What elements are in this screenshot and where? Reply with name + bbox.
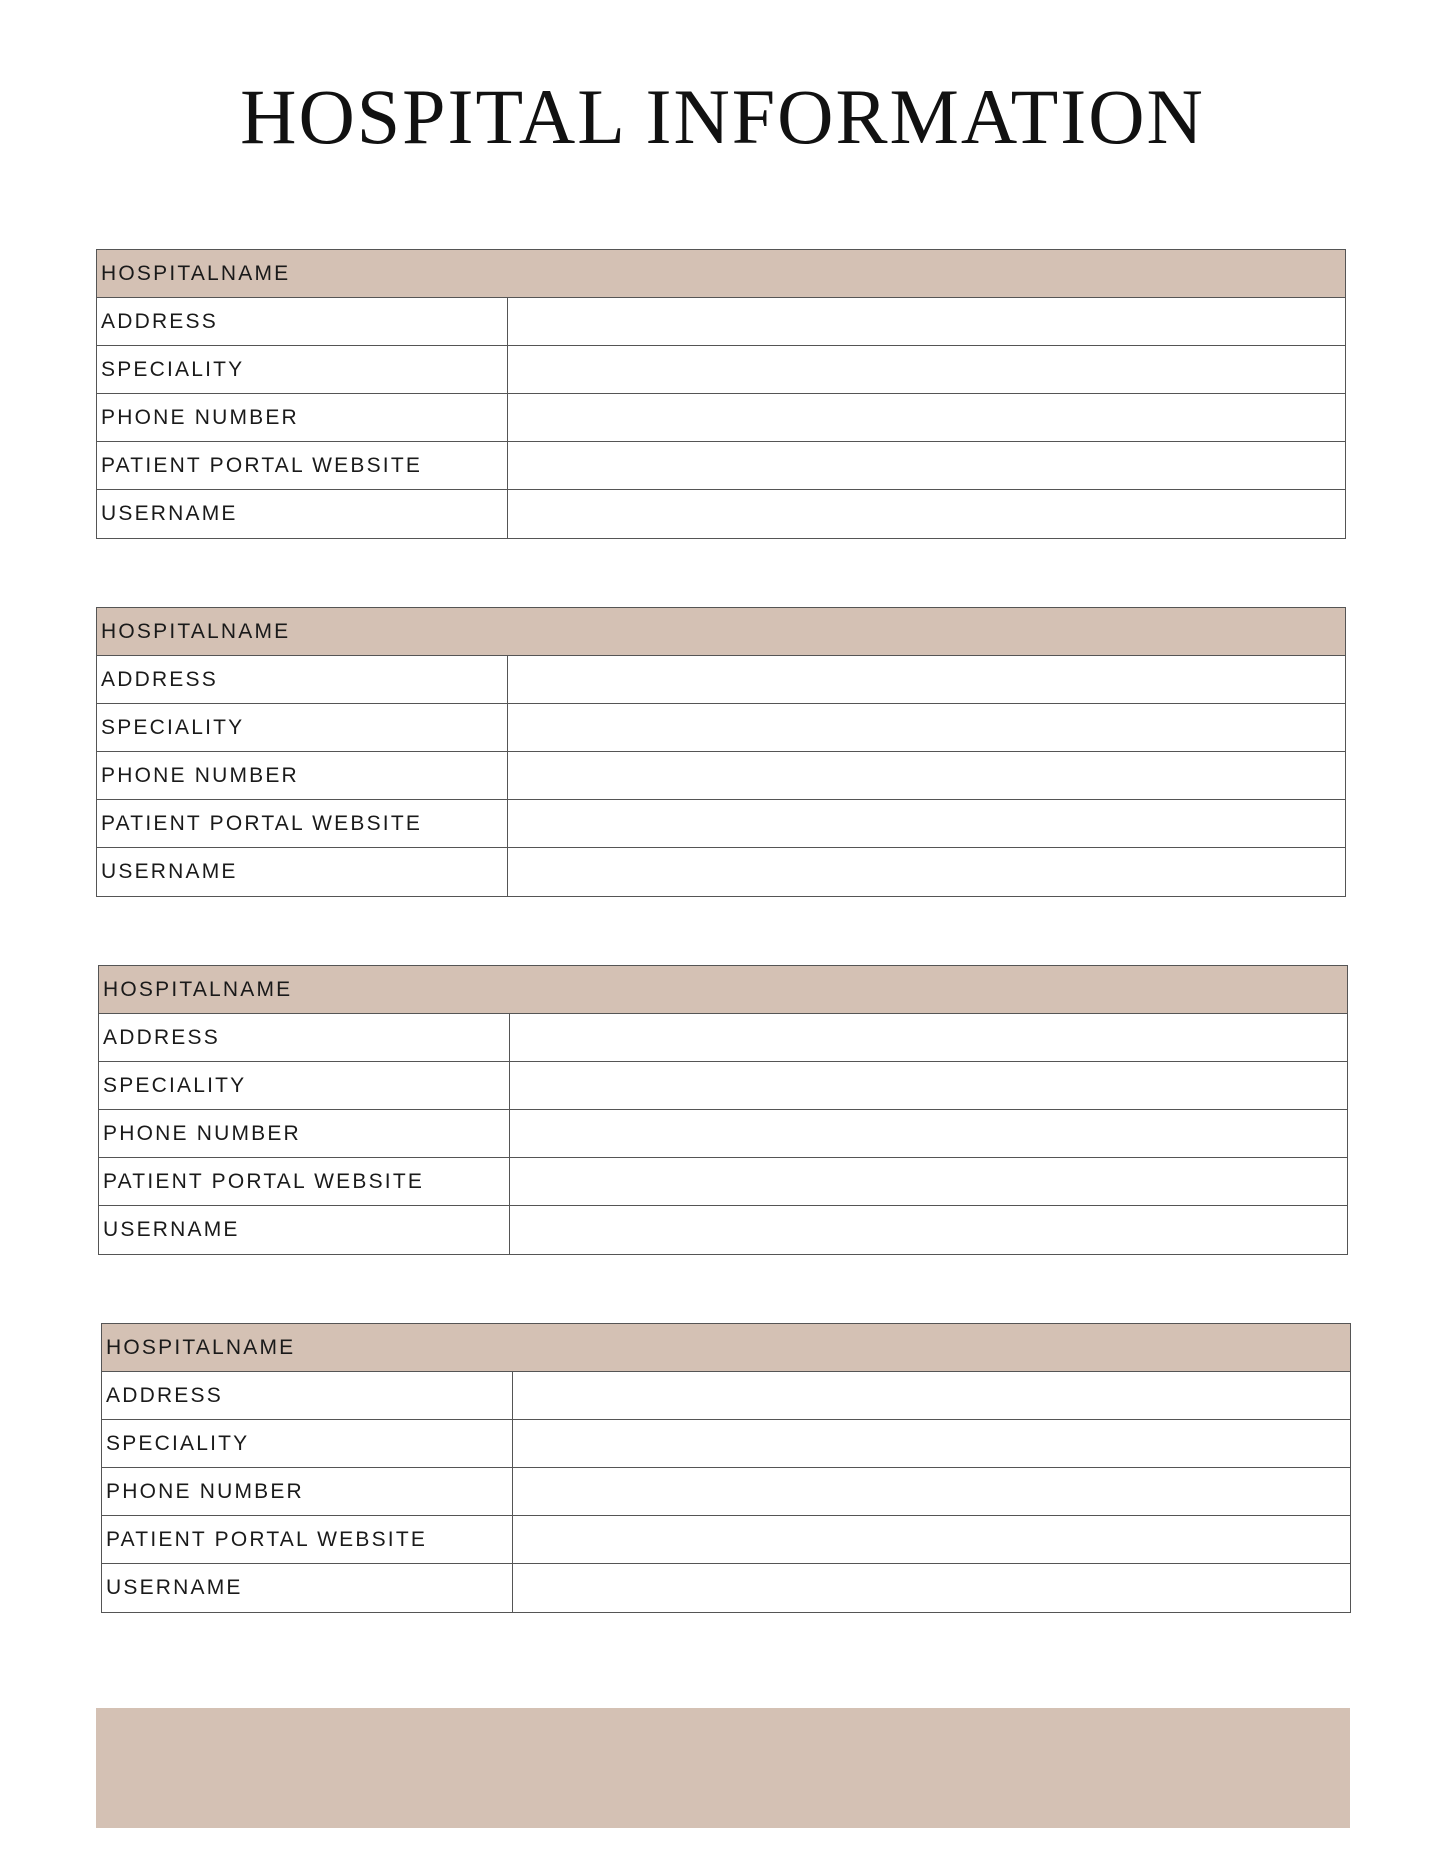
- table-row: [97, 442, 1345, 490]
- field-label-cell: [97, 800, 508, 847]
- phone-number-label: PHONE NUMBER: [101, 405, 299, 429]
- speciality-field[interactable]: [513, 1420, 1350, 1467]
- patient-portal-website-label: PATIENT PORTAL WEBSITE: [106, 1527, 428, 1551]
- speciality-field[interactable]: [508, 704, 1345, 751]
- table-row: [99, 1206, 1347, 1254]
- username-field[interactable]: [510, 1206, 1347, 1254]
- address-label: ADDRESS: [106, 1383, 223, 1407]
- username-field[interactable]: [508, 848, 1345, 896]
- field-label-cell: [99, 1206, 510, 1254]
- speciality-field[interactable]: [510, 1062, 1347, 1109]
- hospital-name-header[interactable]: [99, 966, 1347, 1014]
- speciality-label: SPECIALITY: [103, 1073, 247, 1097]
- table-row: [102, 1372, 1350, 1420]
- field-label-cell: [99, 1158, 510, 1205]
- table-row: [97, 848, 1345, 896]
- hospital-name-label: HOSPITALNAME: [103, 977, 293, 1001]
- username-label: USERNAME: [101, 502, 238, 525]
- username-label: USERNAME: [103, 1218, 240, 1241]
- speciality-field[interactable]: [508, 346, 1345, 393]
- username-field[interactable]: [508, 490, 1345, 538]
- hospital-name-header[interactable]: [102, 1324, 1350, 1372]
- speciality-label: SPECIALITY: [101, 357, 245, 381]
- hospital-name-header[interactable]: [97, 608, 1345, 656]
- hospital-table-4: [101, 1323, 1351, 1613]
- hospital-name-header[interactable]: [97, 250, 1345, 298]
- phone-number-label: PHONE NUMBER: [103, 1121, 301, 1145]
- field-label-cell: [97, 848, 508, 896]
- address-label: ADDRESS: [103, 1025, 220, 1049]
- table-row: [102, 1516, 1350, 1564]
- address-field[interactable]: [513, 1372, 1350, 1419]
- field-label-cell: [99, 1014, 510, 1061]
- field-label-cell: [99, 1062, 510, 1109]
- table-row: [97, 346, 1345, 394]
- hospital-name-label: HOSPITALNAME: [101, 261, 291, 285]
- hospital-name-label: HOSPITALNAME: [106, 1335, 296, 1359]
- table-row: [102, 1564, 1350, 1612]
- table-row: [102, 1420, 1350, 1468]
- field-label-cell: [97, 490, 508, 538]
- patient-portal-website-field[interactable]: [510, 1158, 1347, 1205]
- table-row: [99, 1014, 1347, 1062]
- phone-number-label: PHONE NUMBER: [101, 763, 299, 787]
- hospital-name-label: HOSPITALNAME: [101, 619, 291, 643]
- phone-number-label: PHONE NUMBER: [106, 1479, 304, 1503]
- phone-number-field[interactable]: [508, 394, 1345, 441]
- phone-number-field[interactable]: [513, 1468, 1350, 1515]
- field-label-cell: [102, 1420, 513, 1467]
- table-row: [97, 656, 1345, 704]
- table-row: [97, 704, 1345, 752]
- address-field[interactable]: [510, 1014, 1347, 1061]
- table-row: [97, 490, 1345, 538]
- speciality-label: SPECIALITY: [106, 1431, 250, 1455]
- field-label-cell: [97, 752, 508, 799]
- field-label-cell: [97, 656, 508, 703]
- field-label-cell: [97, 704, 508, 751]
- speciality-label: SPECIALITY: [101, 715, 245, 739]
- patient-portal-website-label: PATIENT PORTAL WEBSITE: [103, 1169, 425, 1193]
- field-label-cell: [102, 1372, 513, 1419]
- table-row: [102, 1468, 1350, 1516]
- table-row: [99, 1158, 1347, 1206]
- address-label: ADDRESS: [101, 309, 218, 333]
- table-row: [97, 752, 1345, 800]
- field-label-cell: [102, 1468, 513, 1515]
- field-label-cell: [102, 1564, 513, 1612]
- username-field[interactable]: [513, 1564, 1350, 1612]
- address-field[interactable]: [508, 298, 1345, 345]
- hospital-table-2: [96, 607, 1346, 897]
- field-label-cell: [97, 442, 508, 489]
- patient-portal-website-field[interactable]: [508, 800, 1345, 847]
- table-row: [99, 1062, 1347, 1110]
- table-row: [99, 1110, 1347, 1158]
- address-field[interactable]: [508, 656, 1345, 703]
- phone-number-field[interactable]: [510, 1110, 1347, 1157]
- patient-portal-website-label: PATIENT PORTAL WEBSITE: [101, 453, 423, 477]
- patient-portal-website-field[interactable]: [513, 1516, 1350, 1563]
- address-label: ADDRESS: [101, 667, 218, 691]
- page-title: HOSPITAL INFORMATION: [240, 73, 1205, 160]
- field-label-cell: [102, 1516, 513, 1563]
- table-row: [97, 800, 1345, 848]
- field-label-cell: [99, 1110, 510, 1157]
- phone-number-field[interactable]: [508, 752, 1345, 799]
- footer-band: [96, 1708, 1350, 1828]
- username-label: USERNAME: [101, 860, 238, 883]
- hospital-table-1: [96, 249, 1346, 539]
- hospital-table-3: [98, 965, 1348, 1255]
- table-row: [97, 298, 1345, 346]
- field-label-cell: [97, 394, 508, 441]
- patient-portal-website-label: PATIENT PORTAL WEBSITE: [101, 811, 423, 835]
- username-label: USERNAME: [106, 1576, 243, 1599]
- field-label-cell: [97, 346, 508, 393]
- patient-portal-website-field[interactable]: [508, 442, 1345, 489]
- table-row: [97, 394, 1345, 442]
- field-label-cell: [97, 298, 508, 345]
